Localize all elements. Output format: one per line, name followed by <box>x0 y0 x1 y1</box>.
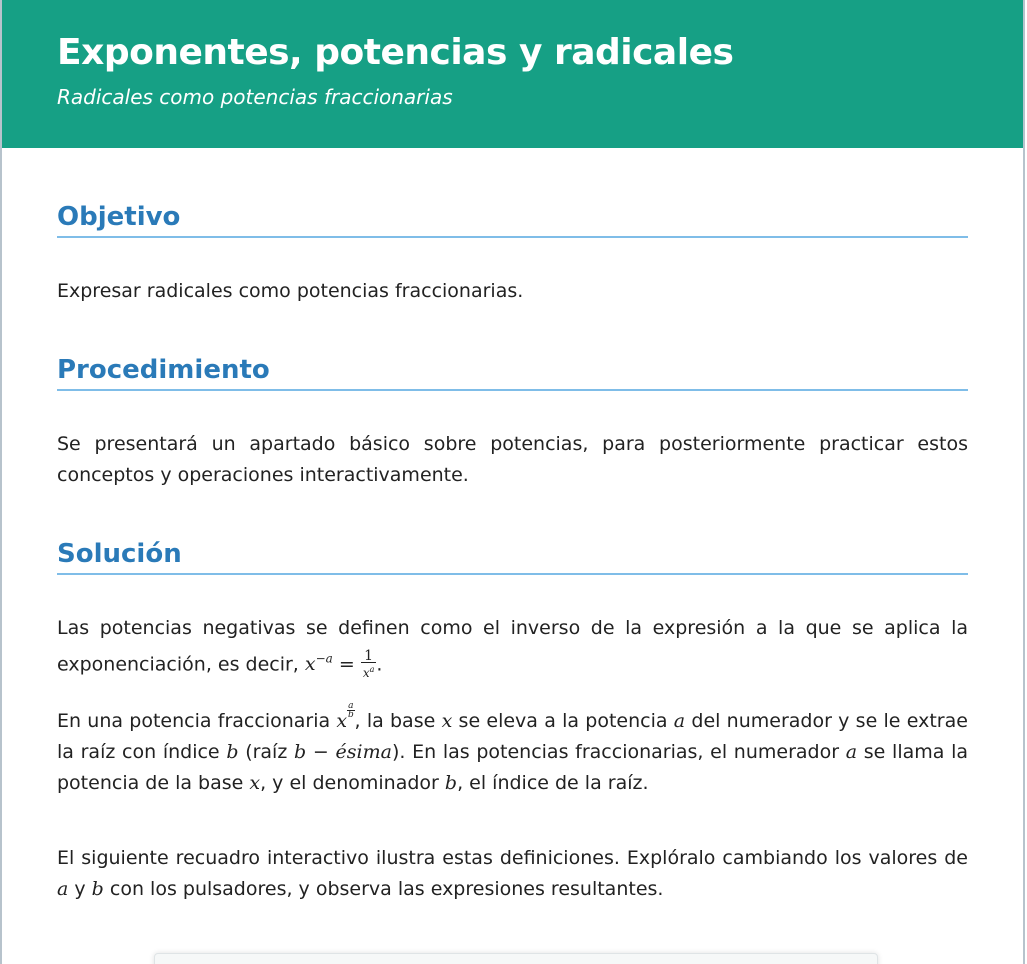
main-content <box>2 201 1023 905</box>
p2-text-e: (raíz <box>245 741 288 764</box>
p2-text-d: del numerador y se le extrae la raíz con índice <box>57 710 968 764</box>
p2-text-i: , el índice de la raíz. <box>457 772 649 795</box>
solucion-paragraph-1 <box>57 613 968 680</box>
var-b: b <box>294 741 307 764</box>
exp-den-b: b <box>347 710 354 721</box>
procedimiento-text: Se presentará un apartado básico sobre potencias, para posteriormente practicar estos conceptos y operaciones interactivamente. <box>57 433 968 486</box>
minus-sign: − <box>312 741 329 764</box>
page-title: Exponentes, potencias y radicales <box>57 32 734 73</box>
var-x: x <box>249 772 261 795</box>
var-a: a <box>845 741 858 764</box>
exp-a-over-b <box>347 702 354 719</box>
exp-neg-a: −a <box>315 652 333 666</box>
p3-text-b: y <box>74 878 86 901</box>
var-x: x <box>362 666 370 681</box>
exp-a: a <box>369 665 375 675</box>
section-title-procedimiento: Procedimiento <box>57 354 968 391</box>
b-esima <box>294 741 392 763</box>
var-x: x <box>304 653 316 676</box>
section-title-objetivo: Objetivo <box>57 201 968 238</box>
section-title-solucion: Solución <box>57 538 968 575</box>
p2-text-c: se eleva a la potencia <box>458 710 668 733</box>
var-b: b <box>444 772 458 795</box>
var-b: b <box>226 741 239 764</box>
fraction-one-over-x-a <box>361 650 377 679</box>
solucion-paragraph-2 <box>57 702 968 799</box>
var-a: a <box>673 710 686 733</box>
period: . <box>376 653 383 676</box>
page-subtitle: Radicales como potencias fraccionarias <box>57 85 453 109</box>
exp-num-a: a <box>348 701 354 712</box>
interactive-scene-box[interactable] <box>154 953 878 964</box>
var-a: a <box>57 878 69 901</box>
esima: ésima <box>335 741 392 764</box>
fractional-power <box>336 701 354 733</box>
frac-numerator: 1 <box>361 650 377 663</box>
p3-text-c: con los pulsadores, y observa las expresiones resultantes. <box>109 878 664 901</box>
formula-negative-power <box>305 653 333 675</box>
p1-text: Las potencias negativas se definen como el inverso de la expresión a la que se aplica la exponenciación, es decir, <box>57 617 968 676</box>
solucion-paragraph-3 <box>57 843 968 905</box>
var-b: b <box>91 878 104 901</box>
var-x: x <box>441 710 453 733</box>
p2-text-f: ). En las potencias fraccionarias, el numerador <box>391 741 840 764</box>
frac-denominator <box>361 663 377 679</box>
p2-text-h: , y el denominador <box>260 772 439 795</box>
p2-text-b: , la base <box>354 710 436 733</box>
p2-text-g: se llama la potencia de la base <box>57 741 969 795</box>
page-header <box>2 0 1023 148</box>
equals-sign: = <box>338 653 355 676</box>
var-x: x <box>336 710 348 733</box>
p3-text-a: El siguiente recuadro interactivo ilustra estas definiciones. Explóralo cambiando los valores de <box>57 847 968 870</box>
p2-text-a: En una potencia fraccionaria <box>57 710 331 733</box>
objetivo-text: Expresar radicales como potencias fraccionarias. <box>57 280 524 302</box>
